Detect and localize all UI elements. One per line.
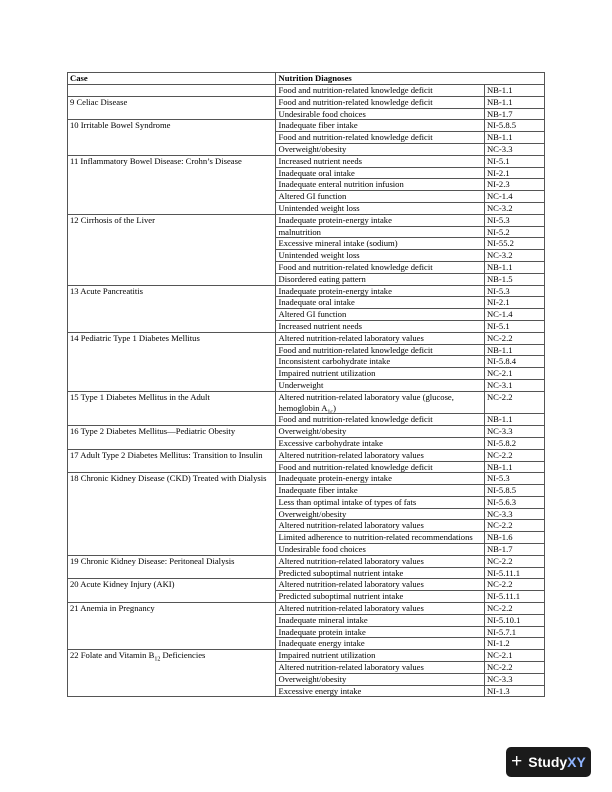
code-cell: NC-2.2 (484, 332, 544, 344)
diagnosis-cell: Inadequate mineral intake (276, 614, 484, 626)
diagnosis-cell: Food and nutrition-related knowledge deficit (276, 85, 484, 97)
code-cell: NC-3.3 (484, 143, 544, 155)
code-cell: NB-1.1 (484, 414, 544, 426)
code-cell: NC-2.2 (484, 579, 544, 591)
diagnosis-cell: Inadequate protein-energy intake (276, 285, 484, 297)
case-cell: 14 Pediatric Type 1 Diabetes Mellitus (68, 332, 276, 391)
table-row (68, 449, 545, 461)
diagnosis-cell: Undesirable food choices (276, 108, 484, 120)
diagnosis-cell: Inconsistent carbohydrate intake (276, 356, 484, 368)
table-body (68, 85, 545, 697)
diagnosis-cell: Disordered eating pattern (276, 273, 484, 285)
diagnosis-cell: Food and nutrition-related knowledge deficit (276, 132, 484, 144)
diagnosis-cell: Predicted suboptimal nutrient intake (276, 567, 484, 579)
diagnosis-cell: Altered nutrition-related laboratory values (276, 579, 484, 591)
case-cell: 10 Irritable Bowel Syndrome (68, 120, 276, 155)
case-cell: 20 Acute Kidney Injury (AKI) (68, 579, 276, 603)
diagnosis-cell: Impaired nutrient utilization (276, 368, 484, 380)
code-cell: NI-5.1 (484, 155, 544, 167)
diagnosis-cell: Excessive carbohydrate intake (276, 437, 484, 449)
code-cell: NC-3.3 (484, 673, 544, 685)
code-cell: NC-2.1 (484, 368, 544, 380)
diagnosis-cell: Altered GI function (276, 191, 484, 203)
diagnosis-cell: Food and nutrition-related knowledge deficit (276, 96, 484, 108)
table-row (68, 214, 545, 226)
table-row (68, 332, 545, 344)
diagnosis-cell: Food and nutrition-related knowledge deficit (276, 461, 484, 473)
code-cell: NC-2.2 (484, 662, 544, 674)
code-cell: NI-5.1 (484, 320, 544, 332)
case-cell: 13 Acute Pancreatitis (68, 285, 276, 332)
diagnosis-cell: Food and nutrition-related knowledge deficit (276, 344, 484, 356)
diagnosis-cell: Inadequate oral intake (276, 297, 484, 309)
diagnoses-header: Nutrition Diagnoses (276, 73, 545, 85)
diagnosis-cell: Inadequate energy intake (276, 638, 484, 650)
table-row (68, 285, 545, 297)
case-cell: 17 Adult Type 2 Diabetes Mellitus: Transition to Insulin (68, 449, 276, 473)
code-cell: NI-1.2 (484, 638, 544, 650)
diagnosis-cell: Overweight/obesity (276, 673, 484, 685)
diagnosis-cell: Overweight/obesity (276, 508, 484, 520)
code-cell: NC-2.2 (484, 449, 544, 461)
table-row (68, 603, 545, 615)
case-cell: 16 Type 2 Diabetes Mellitus—Pediatric Obesity (68, 426, 276, 450)
diagnosis-cell: Limited adherence to nutrition-related recommendations (276, 532, 484, 544)
table-row (68, 555, 545, 567)
code-cell: NI-5.10.1 (484, 614, 544, 626)
diagnosis-cell: Inadequate protein-energy intake (276, 214, 484, 226)
code-cell: NC-3.2 (484, 250, 544, 262)
nutrition-diagnoses-table (67, 72, 545, 697)
diagnosis-cell: Altered nutrition-related laboratory values (276, 662, 484, 674)
diagnosis-cell: Altered nutrition-related laboratory values (276, 555, 484, 567)
code-cell: NB-1.1 (484, 96, 544, 108)
plus-icon: + (511, 750, 523, 772)
diagnosis-cell: Undesirable food choices (276, 544, 484, 556)
diagnosis-cell: Food and nutrition-related knowledge deficit (276, 261, 484, 273)
case-header: Case (68, 73, 276, 85)
diagnosis-cell: Unintended weight loss (276, 250, 484, 262)
case-cell: 19 Chronic Kidney Disease: Peritoneal Dialysis (68, 555, 276, 579)
code-cell: NC-3.3 (484, 508, 544, 520)
diagnosis-cell: Altered nutrition-related laboratory values (276, 449, 484, 461)
code-cell: NI-5.3 (484, 473, 544, 485)
code-cell: NI-1.3 (484, 685, 544, 697)
diagnosis-cell: Inadequate oral intake (276, 167, 484, 179)
code-cell: NB-1.7 (484, 108, 544, 120)
diagnosis-cell: Excessive energy intake (276, 685, 484, 697)
code-cell: NB-1.7 (484, 544, 544, 556)
diagnosis-cell: Underweight (276, 379, 484, 391)
table-row (68, 473, 545, 485)
code-cell: NI-5.3 (484, 285, 544, 297)
code-cell: NI-5.11.1 (484, 567, 544, 579)
code-cell: NI-5.6.3 (484, 496, 544, 508)
diagnosis-cell: Altered nutrition-related laboratory values (276, 520, 484, 532)
code-cell: NC-1.4 (484, 309, 544, 321)
code-cell: NI-5.8.5 (484, 120, 544, 132)
table-row (68, 155, 545, 167)
diagnosis-cell: Impaired nutrient utilization (276, 650, 484, 662)
diagnosis-cell: Altered GI function (276, 309, 484, 321)
diagnosis-cell: Increased nutrient needs (276, 320, 484, 332)
code-cell: NI-2.1 (484, 297, 544, 309)
diagnosis-cell: Excessive mineral intake (sodium) (276, 238, 484, 250)
diagnosis-cell: Less than optimal intake of types of fats (276, 496, 484, 508)
table-row (68, 579, 545, 591)
studyxy-logo[interactable] (506, 747, 591, 777)
code-cell: NI-2.3 (484, 179, 544, 191)
case-cell: 21 Anemia in Pregnancy (68, 603, 276, 650)
code-cell: NI-5.8.2 (484, 437, 544, 449)
code-cell: NI-5.8.5 (484, 485, 544, 497)
diagnosis-cell: Inadequate protein-energy intake (276, 473, 484, 485)
case-cell: 18 Chronic Kidney Disease (CKD) Treated with Dialysis (68, 473, 276, 556)
table-row (68, 96, 545, 108)
diagnosis-cell: Unintended weight loss (276, 202, 484, 214)
table-row (68, 391, 545, 414)
case-cell: 11 Inflammatory Bowel Disease: Crohn’s Disease (68, 155, 276, 214)
code-cell: NI-55.2 (484, 238, 544, 250)
code-cell: NB-1.1 (484, 132, 544, 144)
code-cell: NC-2.2 (484, 555, 544, 567)
case-cell: 12 Cirrhosis of the Liver (68, 214, 276, 285)
code-cell: NC-3.2 (484, 202, 544, 214)
diagnosis-cell: malnutrition (276, 226, 484, 238)
table-row (68, 85, 545, 97)
code-cell: NI-5.3 (484, 214, 544, 226)
code-cell: NB-1.5 (484, 273, 544, 285)
code-cell: NB-1.1 (484, 344, 544, 356)
logo-text: StudyXY (528, 754, 586, 770)
code-cell: NC-3.3 (484, 426, 544, 438)
diagnosis-cell: Predicted suboptimal nutrient intake (276, 591, 484, 603)
header-row (68, 73, 545, 85)
diagnosis-cell: Overweight/obesity (276, 143, 484, 155)
code-cell: NI-5.2 (484, 226, 544, 238)
case-cell: 22 Folate and Vitamin $B_{12}$ Deficiencies (68, 650, 276, 697)
diagnosis-cell: Altered nutrition-related laboratory values (276, 332, 484, 344)
code-cell: NC-1.4 (484, 191, 544, 203)
diagnosis-cell: Overweight/obesity (276, 426, 484, 438)
table-row (68, 650, 545, 662)
case-cell: 9 Celiac Disease (68, 96, 276, 120)
code-cell: NI-5.11.1 (484, 591, 544, 603)
code-cell: NB-1.1 (484, 461, 544, 473)
code-cell: NC-2.2 (484, 603, 544, 615)
diagnosis-cell: Inadequate fiber intake (276, 485, 484, 497)
code-cell: NB-1.1 (484, 261, 544, 273)
code-cell: NI-2.1 (484, 167, 544, 179)
case-cell: 15 Type 1 Diabetes Mellitus in the Adult (68, 391, 276, 425)
code-cell: NI-5.7.1 (484, 626, 544, 638)
table-row (68, 426, 545, 438)
diagnosis-cell: Altered nutrition-related laboratory value (glucose, hemoglobin $A_{1c}$) (276, 391, 484, 414)
code-cell: NB-1.1 (484, 85, 544, 97)
diagnosis-cell: Food and nutrition-related knowledge deficit (276, 414, 484, 426)
code-cell: NB-1.6 (484, 532, 544, 544)
code-cell: NC-2.2 (484, 520, 544, 532)
code-cell: NC-3.1 (484, 379, 544, 391)
diagnosis-cell: Altered nutrition-related laboratory values (276, 603, 484, 615)
diagnosis-cell: Inadequate fiber intake (276, 120, 484, 132)
diagnosis-cell: Increased nutrient needs (276, 155, 484, 167)
case-cell (68, 85, 276, 97)
diagnosis-cell: Inadequate protein intake (276, 626, 484, 638)
code-cell: NI-5.8.4 (484, 356, 544, 368)
code-cell: NC-2.2 (484, 391, 544, 414)
table-row (68, 120, 545, 132)
code-cell: NC-2.1 (484, 650, 544, 662)
diagnosis-cell: Inadequate enteral nutrition infusion (276, 179, 484, 191)
